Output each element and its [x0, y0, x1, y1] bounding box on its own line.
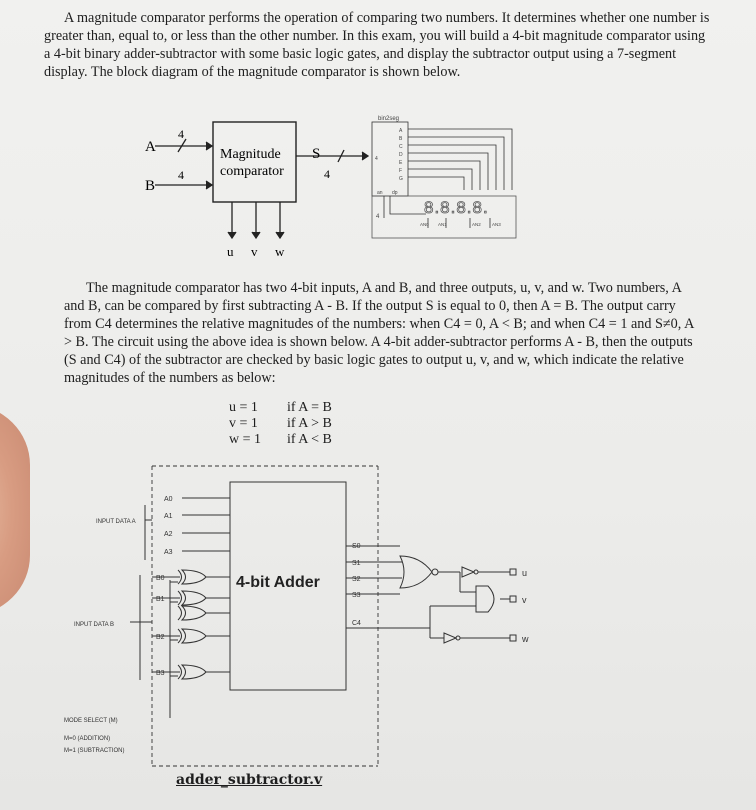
- block-label-2: comparator: [220, 164, 284, 179]
- output-s-width: 4: [324, 167, 330, 181]
- b-bus-width: 4: [178, 168, 184, 182]
- input-a-label: A: [145, 139, 156, 155]
- seg-pin-g: G: [399, 176, 403, 182]
- bin2seg-in-width: 4: [375, 156, 378, 162]
- mode-sub-label: M=1 (SUBTRACTION): [64, 748, 125, 754]
- anode-an1: AN1: [438, 222, 447, 227]
- pin-b0: B0: [156, 575, 165, 582]
- pin-a3: A3: [164, 549, 173, 556]
- block-label-1: Magnitude: [220, 147, 281, 162]
- seg-pin-a: A: [399, 128, 403, 134]
- pin-dp: dp: [392, 190, 398, 196]
- condition-u: u = 1 if A = B: [229, 400, 332, 415]
- output-s-label: S: [312, 146, 321, 162]
- pin-s3: S3: [352, 592, 361, 599]
- output-w: w: [522, 634, 529, 644]
- intro-paragraph: A magnitude comparator performs the operation of comparing two numbers. It determines whether one number is greater than, equal to, or less than the other number. In this exam, you will build a 4-bit magnitude comparator using a 4-bit binary adder-subtractor with some basic logic gates, and display the subtractor output using a 7-segment display. The block diagram of the magnitude comparator is shown below.: [44, 10, 710, 80]
- input-b-label: B: [145, 178, 156, 194]
- bin2seg-label: bin2seg: [378, 116, 400, 122]
- input-data-b-label: INPUT DATA B: [74, 622, 115, 628]
- condition-w: w = 1 if A < B: [229, 432, 332, 447]
- conditions-list: [229, 400, 332, 448]
- input-data-a-label: INPUT DATA A: [96, 519, 136, 525]
- pin-b1: B1: [156, 596, 165, 603]
- seg-pin-e: E: [399, 160, 403, 166]
- pin-c4: C4: [352, 620, 361, 627]
- seg-pin-d: D: [399, 152, 403, 158]
- verilog-filename: adder_subtractor.v: [176, 772, 323, 788]
- output-u-label: u: [227, 244, 234, 259]
- condition-v: v = 1 if A > B: [229, 416, 332, 431]
- pin-an: an: [377, 190, 383, 196]
- pin-s1: S1: [352, 560, 361, 567]
- seg-pin-b: B: [399, 136, 403, 142]
- a-bus-width: 4: [178, 127, 184, 141]
- pin-s2: S2: [352, 576, 361, 583]
- anode-bus-width: 4: [376, 214, 380, 220]
- output-v-label: v: [251, 244, 258, 259]
- anode-an3: AN3: [492, 222, 501, 227]
- pin-a2: A2: [164, 531, 173, 538]
- pin-b2: B2: [156, 634, 165, 641]
- adder-subtractor-circuit: [0, 462, 756, 772]
- mode-select-label: MODE SELECT (M): [64, 718, 118, 724]
- pin-s0: S0: [352, 543, 361, 550]
- pin-a0: A0: [164, 496, 173, 503]
- adder-block-label: 4-bit Adder: [236, 574, 320, 591]
- block-diagram: [0, 105, 756, 270]
- anode-an0: AN0: [420, 222, 429, 227]
- mode-add-label: M=0 (ADDITION): [64, 736, 111, 742]
- output-u: u: [522, 568, 528, 578]
- seg-pin-f: F: [399, 168, 403, 174]
- seg-pin-c: C: [399, 144, 403, 150]
- output-w-label: w: [275, 244, 285, 259]
- output-v: v: [522, 595, 527, 605]
- pin-a1: A1: [164, 513, 173, 520]
- pin-b3: B3: [156, 670, 165, 677]
- seven-seg-digits: 8.8.8.8.: [424, 198, 489, 217]
- anode-an2: AN2: [472, 222, 481, 227]
- explanation-paragraph: The magnitude comparator has two 4-bit inputs, A and B, and three outputs, u, v, and w. Two numbers, A and B, can be compared by first subtracting A - B. If the output S is equal to 0, then A = B. The output carry from C4 determines the relative magnitudes of the numbers: when C4 = 0, A < B; and when C4 = 1 and S≠0, A > B. The circuit using the above idea is shown below. A 4-bit adder-subtractor performs A - B, then the outputs (S and C4) of the subtractor are checked by basic logic gates to output u, v, and w, which indicate the relative magnitudes of the numbers as below:: [64, 280, 694, 386]
